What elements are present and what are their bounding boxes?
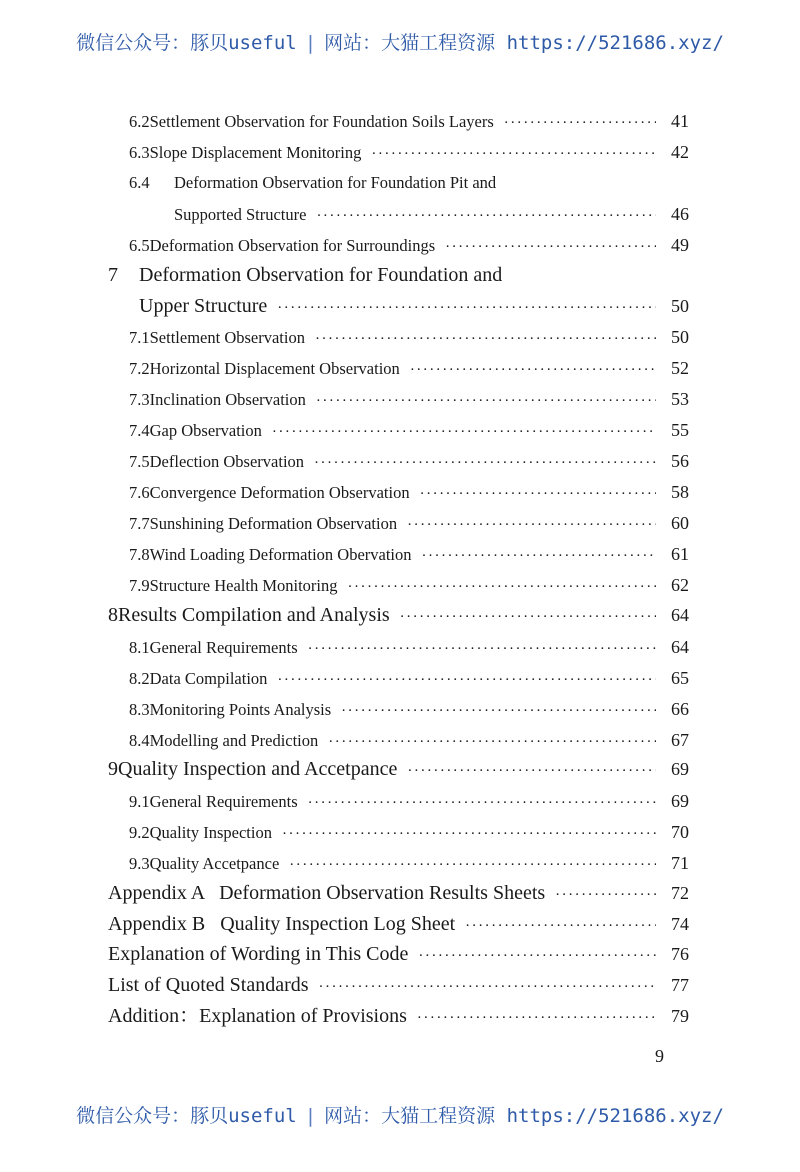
toc-chapter-number: 9 — [108, 758, 118, 780]
toc-leader-dots — [319, 974, 656, 1000]
toc-chapter-number: 7 — [108, 264, 118, 286]
toc-entry — [129, 170, 689, 196]
toc-leader-dots — [316, 388, 656, 414]
toc-entry-title: Settlement Observation — [149, 328, 305, 347]
toc-entry-page: 64 — [671, 637, 689, 657]
toc-entry-page: 62 — [671, 575, 689, 595]
toc-entry-number: 6.4 — [129, 173, 150, 192]
toc-entry-title: Modelling and Prediction — [149, 731, 319, 750]
toc-entry-page: 76 — [671, 944, 689, 964]
toc-entry-page: 42 — [671, 142, 689, 162]
toc-chapter-number: 8 — [108, 604, 118, 626]
toc-entry-title: Data Compilation — [149, 669, 268, 688]
toc-entry-page: 77 — [671, 975, 689, 995]
toc-entry-title: General Requirements — [149, 638, 298, 657]
toc-entry-number: 7.3 — [129, 390, 150, 409]
toc-entry — [129, 510, 689, 536]
toc-chapter-title: Results Compilation and Analysis — [118, 604, 390, 626]
toc-entry — [129, 324, 689, 350]
toc-entry-title: Deformation Observation for Foundation Pit and — [174, 173, 497, 192]
toc-chapter-title: Quality Inspection and Accetpance — [118, 758, 398, 780]
toc-entry — [129, 541, 689, 567]
watermark-right-text: 网站：大猫工程资源 https://521686.xyz/ — [324, 1105, 724, 1127]
toc-explanation-wording — [108, 941, 689, 967]
toc-appendix-a — [108, 880, 689, 906]
toc-leader-dots — [341, 698, 656, 724]
toc-leader-dots — [315, 326, 656, 352]
toc-entry-number: 9.3 — [129, 854, 150, 873]
toc-chapter — [108, 602, 689, 628]
toc-entry-number: 7.1 — [129, 328, 150, 347]
toc-entry-title: Inclination Observation — [149, 390, 306, 409]
toc-leader-dots — [504, 110, 656, 136]
toc-entry — [129, 355, 689, 381]
toc-entry-number: 6.2 — [129, 112, 150, 131]
watermark-separator: | — [304, 1105, 317, 1127]
toc-entry — [129, 448, 689, 474]
toc-entry-number: 8.4 — [129, 731, 150, 750]
toc-entry-page: 67 — [671, 730, 689, 750]
toc-entry-title: Horizontal Displacement Observation — [149, 359, 400, 378]
toc-entry-page: 52 — [671, 358, 689, 378]
toc-leader-dots — [277, 667, 656, 693]
toc-entry-number: 7.2 — [129, 359, 150, 378]
toc-entry-number: 8.1 — [129, 638, 150, 657]
toc-leader-dots — [316, 203, 656, 229]
toc-entry-number: 9.1 — [129, 792, 150, 811]
toc-entry-page: 55 — [671, 420, 689, 440]
watermark-separator: | — [304, 32, 317, 54]
toc-entry-number: 7.9 — [129, 576, 150, 595]
toc-entry-number: 6.5 — [129, 236, 150, 255]
toc-entry-page: 70 — [671, 822, 689, 842]
toc-entry-page: 74 — [671, 914, 689, 934]
toc-entry-page: 49 — [671, 235, 689, 255]
toc-chapter-title: Appendix A Deformation Observation Results Sheets — [108, 882, 546, 904]
toc-leader-dots — [348, 574, 656, 600]
toc-chapter-title: Deformation Observation for Foundation and — [139, 264, 503, 286]
toc-entry-number: 7.4 — [129, 421, 150, 440]
toc-entry-page: 72 — [671, 883, 689, 903]
toc-entry-page: 41 — [671, 111, 689, 131]
toc-entry-title: Settlement Observation for Foundation Soils Layers — [149, 112, 494, 131]
toc-entry-page: 58 — [671, 482, 689, 502]
toc-entry-page: 50 — [671, 296, 689, 316]
toc-leader-dots — [465, 913, 656, 939]
toc-entry-title: Convergence Deformation Observation — [149, 483, 410, 502]
toc-entry-title: Quality Accetpance — [149, 854, 280, 873]
toc-leader-dots — [407, 512, 656, 538]
toc-entry-page: 71 — [671, 853, 689, 873]
toc-leader-dots — [282, 821, 656, 847]
toc-entry — [129, 417, 689, 443]
toc-entry-page: 60 — [671, 513, 689, 533]
toc-entry-page: 50 — [671, 327, 689, 347]
toc-entry-page: 79 — [671, 1006, 689, 1026]
toc-entry-title: Wind Loading Deformation Obervation — [149, 545, 412, 564]
toc-leader-dots — [417, 1005, 656, 1031]
toc-leader-dots — [272, 419, 656, 445]
toc-entry-title: Deformation Observation for Surroundings — [149, 236, 436, 255]
toc-leader-dots — [420, 481, 656, 507]
toc-leader-dots — [555, 882, 656, 908]
toc-entry — [129, 727, 689, 753]
toc-leader-dots — [371, 141, 656, 167]
toc-chapter-title: List of Quoted Standards — [108, 974, 309, 996]
page-number: 9 — [655, 1046, 664, 1066]
toc-entry-title: Quality Inspection — [149, 823, 272, 842]
toc-leader-dots — [400, 604, 656, 630]
watermark-bottom — [0, 1101, 800, 1128]
toc-entry-title: Gap Observation — [149, 421, 262, 440]
toc-entry-title: Slope Displacement Monitoring — [149, 143, 362, 162]
toc-chapter-title: Explanation of Wording in This Code — [108, 943, 409, 965]
toc-chapter — [108, 756, 689, 782]
toc-entry-page: 46 — [671, 204, 689, 224]
toc-entry-number: 7.6 — [129, 483, 150, 502]
toc-entry — [129, 788, 689, 814]
toc-entry — [129, 232, 689, 258]
watermark-left-text: 微信公众号：豚贝useful — [76, 1105, 297, 1127]
toc-entry — [129, 634, 689, 660]
toc-entry — [129, 572, 689, 598]
toc-chapter-title: Appendix B Quality Inspection Log Sheet — [108, 913, 456, 935]
toc-appendix-b — [108, 911, 689, 937]
watermark-left-text: 微信公众号：豚贝useful — [76, 32, 297, 54]
toc-entry-title: Deflection Observation — [149, 452, 305, 471]
toc-entry — [129, 850, 689, 876]
toc-leader-dots — [410, 357, 656, 383]
toc-entry-number: 8.3 — [129, 700, 150, 719]
toc-quoted-standards — [108, 972, 689, 998]
toc-leader-dots — [418, 943, 656, 969]
toc-leader-dots — [289, 852, 656, 878]
toc-leader-dots — [445, 234, 656, 260]
toc-leader-dots — [277, 295, 656, 321]
toc-entry-page: 69 — [671, 791, 689, 811]
toc-chapter-title: Addition：Explanation of Provisions — [108, 1005, 407, 1027]
toc-leader-dots — [308, 790, 656, 816]
toc-leader-dots — [308, 636, 656, 662]
toc-entry — [129, 139, 689, 165]
toc-entry-number: 6.3 — [129, 143, 150, 162]
toc-entry — [129, 665, 689, 691]
toc-chapter-continuation — [139, 293, 689, 319]
toc-entry — [129, 696, 689, 722]
toc-entry-title: Monitoring Points Analysis — [149, 700, 332, 719]
toc-addition — [108, 1003, 689, 1029]
toc-entry-page: 66 — [671, 699, 689, 719]
toc-entry — [129, 108, 689, 134]
toc-leader-dots — [328, 729, 656, 755]
toc-entry — [129, 479, 689, 505]
toc-entry-continuation — [174, 201, 689, 227]
toc-entry-title: Sunshining Deformation Observation — [149, 514, 398, 533]
toc-entry-title: General Requirements — [149, 792, 298, 811]
toc-entry-page: 69 — [671, 759, 689, 779]
toc-chapter — [108, 262, 689, 288]
toc-entry-page: 65 — [671, 668, 689, 688]
toc-entry-number: 8.2 — [129, 669, 150, 688]
toc-entry-title: Structure Health Monitoring — [149, 576, 338, 595]
toc-leader-dots — [422, 543, 656, 569]
toc-leader-dots — [407, 758, 656, 784]
toc-entry-number: 7.5 — [129, 452, 150, 471]
toc-entry-page: 61 — [671, 544, 689, 564]
watermark-right-text: 网站：大猫工程资源 https://521686.xyz/ — [324, 32, 724, 54]
toc-entry-page: 64 — [671, 605, 689, 625]
toc-chapter-title: Upper Structure — [139, 295, 268, 317]
toc-entry — [129, 386, 689, 412]
toc-entry-number: 7.7 — [129, 514, 150, 533]
toc-entry-number: 7.8 — [129, 545, 150, 564]
toc-entry-page: 53 — [671, 389, 689, 409]
toc-entry-page: 56 — [671, 451, 689, 471]
toc-entry — [129, 819, 689, 845]
toc-leader-dots — [314, 450, 656, 476]
toc-entry-title: Supported Structure — [174, 205, 307, 224]
toc-entry-number: 9.2 — [129, 823, 150, 842]
